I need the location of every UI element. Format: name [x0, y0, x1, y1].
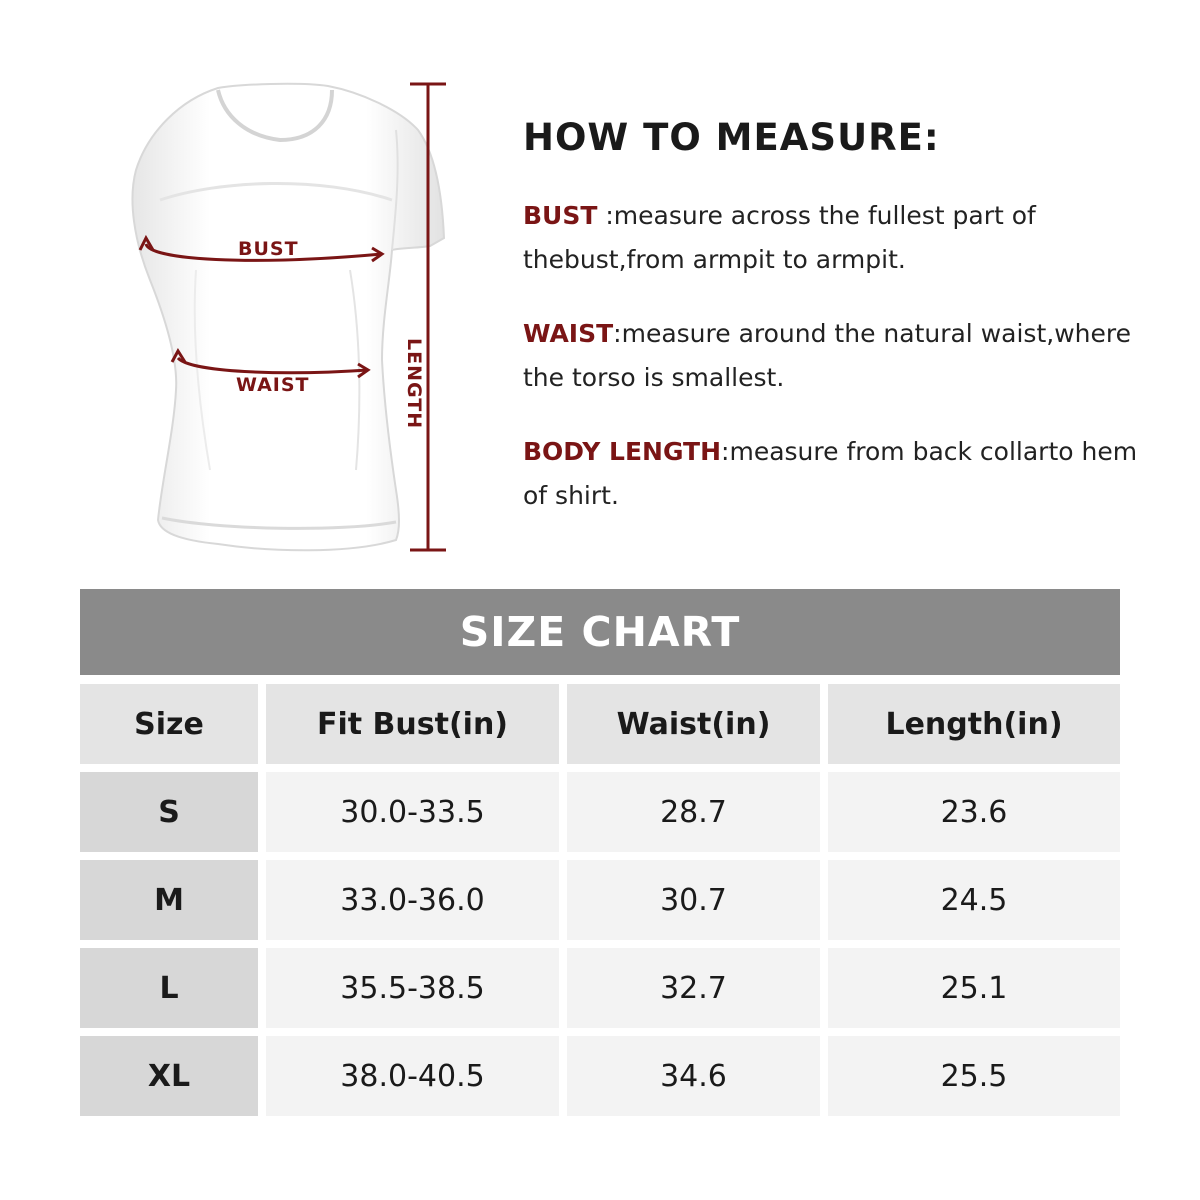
waist-cell: 28.7 [567, 772, 820, 852]
size-cell: XL [80, 1036, 258, 1116]
how-to-measure-section [523, 112, 1163, 548]
bust-description: :measure across the fullest part of thebust,from armpit to armpit. [523, 201, 1036, 274]
length-cell: 24.5 [828, 860, 1120, 940]
length-label: LENGTH [403, 338, 425, 430]
waist-term: WAIST [523, 319, 614, 348]
header-size: Size [80, 684, 258, 764]
bust-label: BUST [238, 238, 299, 260]
length-cell: 25.1 [828, 948, 1120, 1028]
size-cell: L [80, 948, 258, 1028]
length-cell: 25.5 [828, 1036, 1120, 1116]
size-chart-title: SIZE CHART [80, 589, 1120, 675]
size-cell: M [80, 860, 258, 940]
size-cell: S [80, 772, 258, 852]
bust-term: BUST [523, 201, 598, 230]
waist-description: :measure around the natural waist,where the torso is smallest. [523, 319, 1131, 392]
bust-cell: 35.5-38.5 [266, 948, 559, 1028]
body-length-description: :measure from back collarto hem of shirt. [523, 437, 1138, 510]
header-waist: Waist(in) [567, 684, 820, 764]
waist-label: WAIST [236, 374, 310, 396]
how-to-measure-title: HOW TO MEASURE: [523, 116, 940, 159]
waist-instruction [523, 312, 1163, 400]
bust-cell: 33.0-36.0 [266, 860, 559, 940]
waist-cell: 30.7 [567, 860, 820, 940]
size-chart-table [80, 684, 1120, 1116]
shirt-illustration [100, 70, 500, 570]
header-fit-bust: Fit Bust(in) [266, 684, 559, 764]
bust-instruction [523, 194, 1163, 282]
length-cell: 23.6 [828, 772, 1120, 852]
body-length-term: BODY LENGTH [523, 437, 722, 466]
length-instruction [523, 430, 1163, 518]
header-length: Length(in) [828, 684, 1120, 764]
waist-cell: 34.6 [567, 1036, 820, 1116]
bust-cell: 30.0-33.5 [266, 772, 559, 852]
waist-cell: 32.7 [567, 948, 820, 1028]
shirt-drawing [100, 70, 500, 570]
bust-cell: 38.0-40.5 [266, 1036, 559, 1116]
